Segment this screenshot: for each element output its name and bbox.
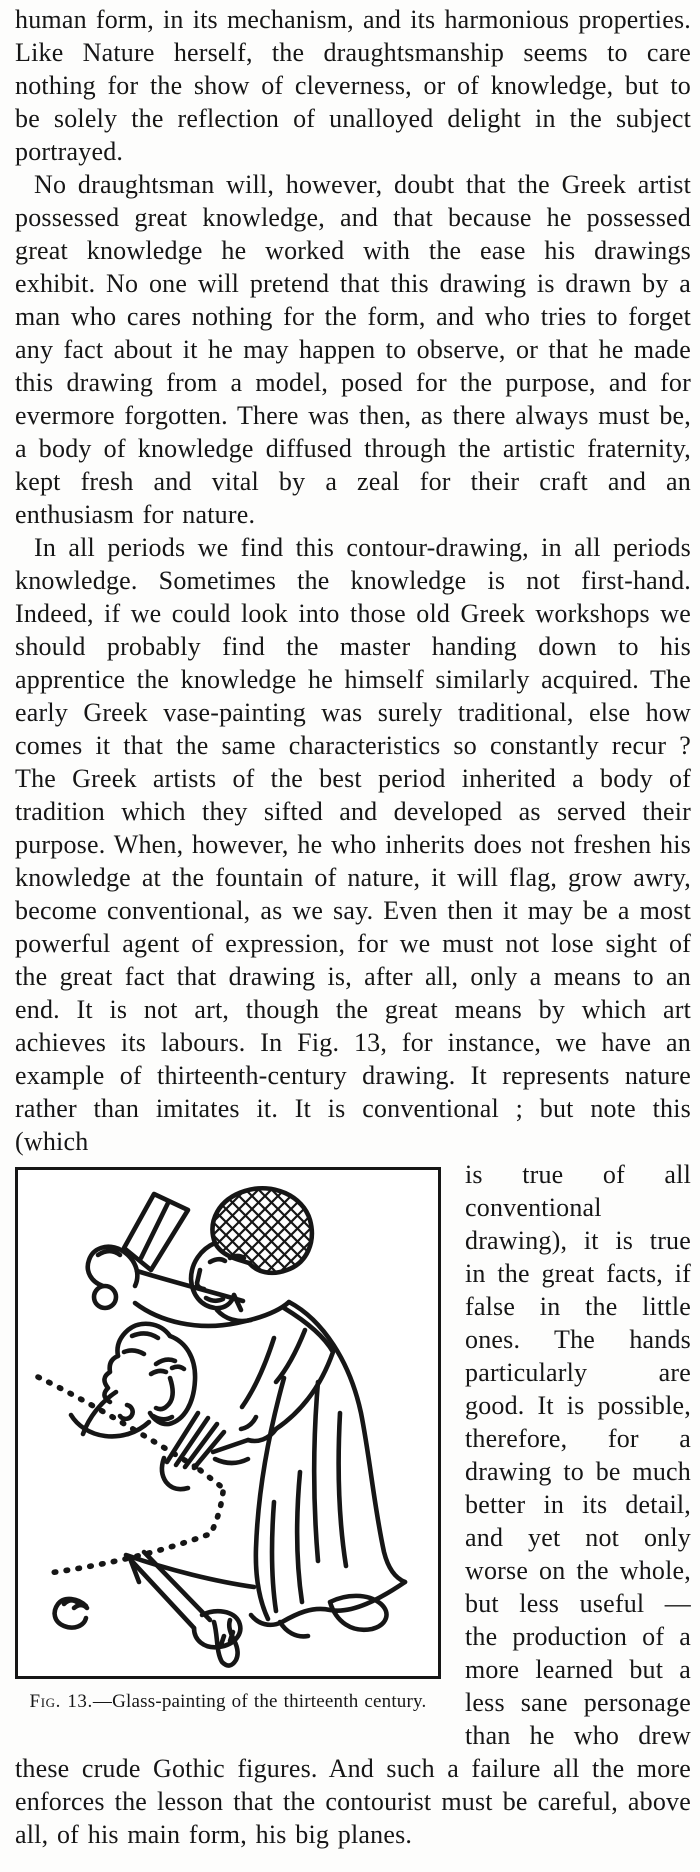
figure-caption-dash: — <box>92 1691 113 1712</box>
paragraph-2: No draughtsman will, however, doubt that the Greek artist possessed great knowledge, and that because he possessed great knowledge he worked with the ease his drawings exhibit. No one will pretend that this drawing is drawn by a man who cares nothing for the form, and who tries to forget any fact about it he may happen to observe, or that he made this drawing from a model, posed for the purpose, and for evermore forgotten. There was then, as there always must be, a body of knowledge diffused through the artistic fraternity, kept fresh and vital by a zeal for their craft and an enthusiasm for nature. <box>15 170 691 529</box>
figure-13-caption <box>15 1690 441 1713</box>
figure-13 <box>15 1167 441 1713</box>
glass-painting-drawing <box>18 1170 438 1676</box>
paragraph-3-continuation-block <box>15 1158 691 1851</box>
figure-caption-text: Glass-painting of the thirteenth century. <box>112 1691 427 1712</box>
paragraph-3: In all periods we find this contour-drawing, in all periods knowledge. Sometimes the knowledge is not first-hand. Indeed, if we could look into those old Greek workshops we should probably find the master handing down to his apprentice the knowledge he himself similarly acquired. The early Greek vase-painting was surely traditional, else how comes it that the same characteristics so constantly recur ? The Greek artists of the best period inherited a body of tradition which they sifted and developed as served their purpose. When, however, he who inherits does not freshen his knowledge at the fountain of nature, it will flag, grow awry, become conventional, as we say. Even then it may be a most powerful agent of expression, for we must not lose sight of the great fact that drawing is, after all, only a means to an end. It is not art, though the great means by which art achieves its labours. In Fig. 13, for instance, we have an example of thirteenth-century drawing. It represents nature rather than imitates it. It is conventional ; but note this (which <box>15 533 691 1156</box>
figure-caption-label: Fig. 13. <box>29 1691 93 1712</box>
figure-13-image <box>15 1167 441 1679</box>
paragraph-3-continued-text: is true of all conventional drawing), it is true in the great facts, if false in the little ones. The hands particularly are good. It is possible, therefore, for a drawing to be much better in its detail, and yet not only worse on the whole, but less useful — the production of a more learned but a less sane personage than he who drew these crude Gothic figures. And such a failure all the more enforces the lesson that the contourist must be careful, above all, of his main form, his big planes. <box>15 1160 691 1849</box>
paragraph-1: human form, in its mechanism, and its harmonious properties. Like Nature herself, the draughtsmanship seems to care nothing for the show of cleverness, or of knowledge, but to be solely the reflection of unalloyed delight in the subject portrayed. <box>15 5 691 166</box>
